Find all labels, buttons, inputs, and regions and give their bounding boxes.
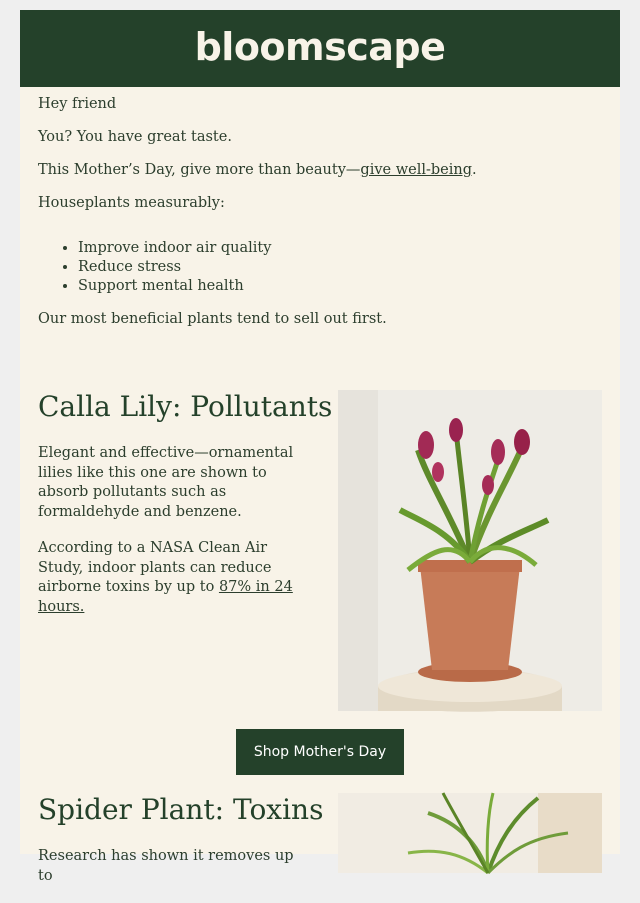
email-body <box>20 10 620 884</box>
brand-header <box>20 10 620 87</box>
list-item: • Reduce stress <box>78 258 602 277</box>
calla-para-1: Elegant and effective—ornamental lilies like this one are shown to absorb pollutants such as formaldehyde and benzene. <box>38 445 294 520</box>
calla-lily-photo <box>338 390 602 711</box>
give-well-being-link[interactable]: give well-being <box>360 162 472 178</box>
calla-lily-title: Calla Lily: Pollutants <box>38 390 333 423</box>
spider-plant-image[interactable] <box>338 793 602 873</box>
list-item: • Improve indoor air quality <box>78 239 602 258</box>
sellout-line: Our most beneficial plants tend to sell out first. <box>38 311 387 327</box>
measurably-line: Houseplants measurably: <box>38 195 225 211</box>
spider-plant-text <box>38 847 300 903</box>
calla-lily-image[interactable] <box>338 390 602 711</box>
spider-para-1: Research has shown it removes up to <box>38 848 294 884</box>
nasa-study-link[interactable]: 87% in 24 hours. <box>38 579 293 615</box>
benefits-list <box>38 239 602 296</box>
calla-para-2: According to a NASA Clean Air Study, indoor plants can reduce airborne toxins by up to 87% in 24 hours. <box>38 540 293 615</box>
calla-lily-text <box>38 444 300 634</box>
intro-text <box>20 87 620 329</box>
bloomscape-logo[interactable]: bloomscape <box>194 24 446 69</box>
calla-lily-section <box>38 390 602 712</box>
mothers-day-line: This Mother’s Day, give more than beauty—give well-being. <box>38 162 477 178</box>
spider-plant-title: Spider Plant: Toxins <box>38 793 324 826</box>
spider-plant-photo <box>338 793 602 873</box>
spider-plant-section <box>38 793 602 884</box>
shop-mothers-day-button[interactable]: Shop Mother's Day <box>236 729 404 775</box>
taste-line: You? You have great taste. <box>38 129 232 145</box>
greeting: Hey friend <box>38 96 117 112</box>
list-item: • Support mental health <box>78 277 602 296</box>
